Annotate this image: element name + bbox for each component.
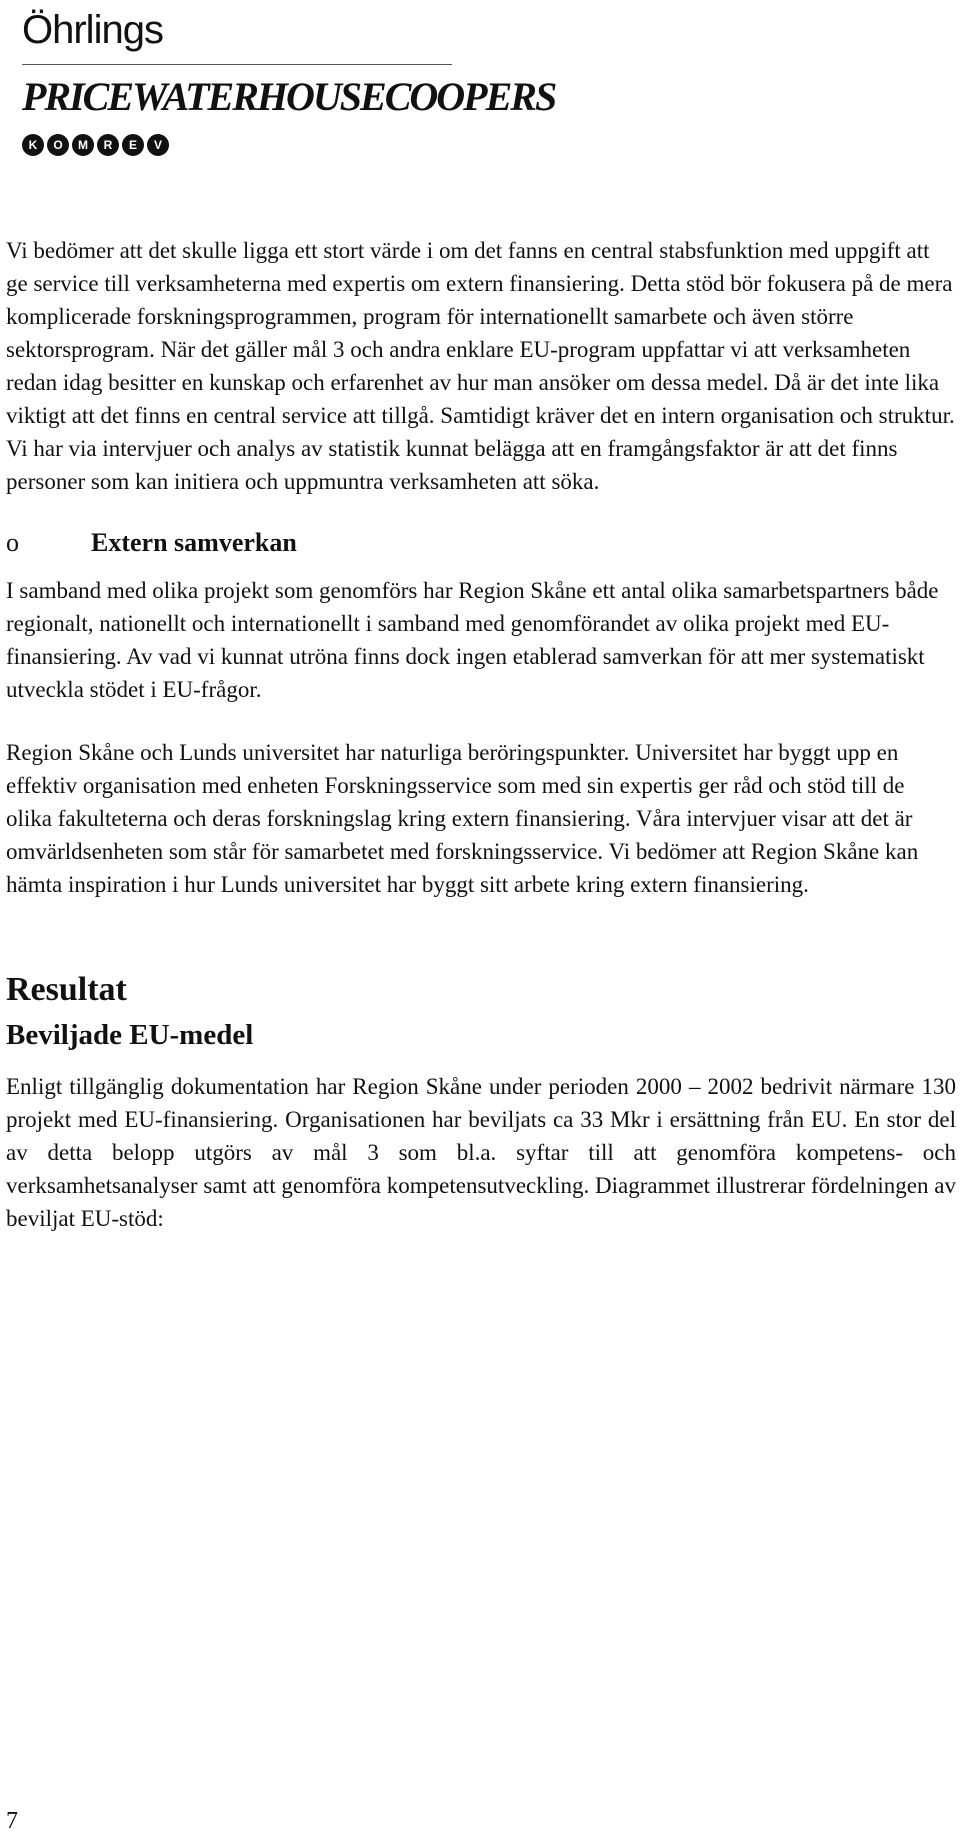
paragraph-stabsfunktion: Vi bedömer att det skulle ligga ett stort värde i om det fanns en central stabsfunktion med uppgift att ge service till verksamheterna med expertis om extern finansiering. Detta stöd bör fokusera på de mera komplicerade forskningsprogrammen, program för internationellt samarbete och även större sektorsprogram. När det gäller mål 3 och andra enklare EU-program uppfattar vi att verksamheten redan idag besitter en kunskap och erfarenhet av hur man ansöker om dessa medel. Då är det inte lika viktigt att det finns en central service att tillgå. Samtidigt kräver det en intern organisation och struktur. Vi har via intervjuer och analys av statistik kunnat belägga att en framgångsfaktor är att det finns personer som kan initiera och uppmuntra verksamheten att söka. — [6, 238, 955, 494]
paragraph-beviljade: Enligt tillgänglig dokumentation har Region Skåne under perioden 2000 – 2002 bedrivit närmare 130 projekt med EU-finansiering. Organisationen har beviljats ca 33 Mkr i ersättning från EU. En stor del av detta belopp utgörs av mål 3 som bl.a. syftar till att genomföra kompetens- och verksamhetsanalyser samt att genomföra kompetensutveckling. Diagrammet illustrerar fördelningen av beviljat EU-stöd: — [6, 1074, 956, 1231]
logo — [22, 8, 556, 156]
heading-extern-samverkan: Extern samverkan — [91, 528, 297, 557]
section-heading-extern — [6, 528, 956, 558]
paragraph-samarbetspartners: I samband med olika projekt som genomförs har Region Skåne ett antal olika samarbetspartners både regionalt, nationellt och internationellt i samband med genomförandet av olika projekt med EU-finansiering. Av vad vi kunnat utröna finns dock ingen etablerad samverkan för att mer systematiskt utveckla stödet i EU-frågor. — [6, 578, 939, 702]
logo-divider — [22, 64, 452, 65]
heading-beviljade-eu-medel: Beviljade EU-medel — [6, 1019, 254, 1051]
komrev-letter: O — [47, 134, 69, 156]
page-number: 7 — [6, 1808, 18, 1834]
komrev-letter: E — [122, 134, 144, 156]
document-body — [6, 234, 956, 1265]
heading-resultat: Resultat — [6, 971, 127, 1008]
komrev-letter: R — [97, 134, 119, 156]
komrev-letter: V — [147, 134, 169, 156]
logo-brand-text: PRICEWATERHOUSECOOPERS — [22, 74, 556, 119]
paragraph-lunds-universitet: Region Skåne och Lunds universitet har naturliga beröringspunkter. Universitet har byggt upp en effektiv organisation med enheten Forskningsservice som med sin expertis ger råd och stöd till de olika fakulteterna och deras forskningslag kring extern finansiering. Våra intervjuer visar att det är omvärldsenheten som står för samarbetet med forskningsservice. Vi bedömer att Region Skåne kan hämta inspiration i hur Lunds universitet har byggt sitt arbete kring extern finansiering. — [6, 740, 919, 897]
komrev-letter: K — [22, 134, 44, 156]
komrev-logo — [22, 134, 452, 156]
bullet-marker: o — [6, 528, 19, 557]
logo-ohrlings: Öhrlings — [22, 8, 163, 52]
logo-brand — [22, 73, 556, 120]
komrev-letter: M — [72, 134, 94, 156]
